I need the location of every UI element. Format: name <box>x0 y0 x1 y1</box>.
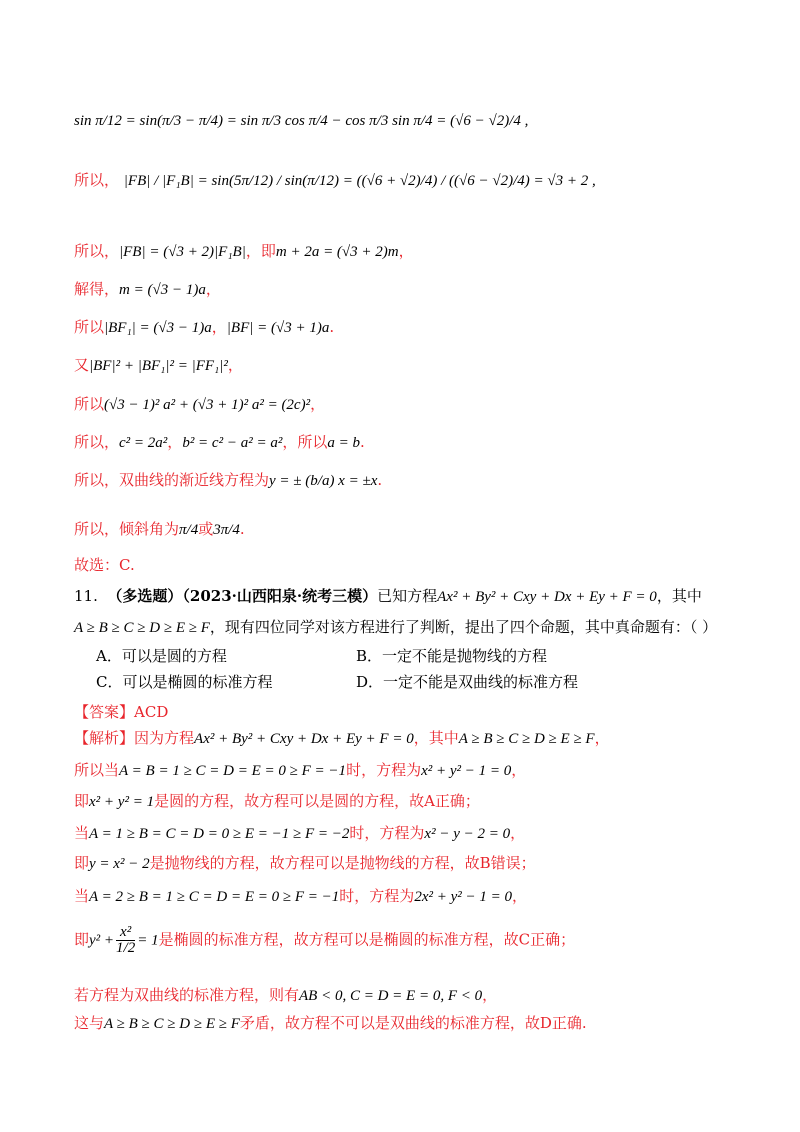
derivation-line-6: 又|BF|² + |BF₁|² = |FF₁|²， <box>74 356 243 374</box>
fraction: $\frac{\text{x²}}{1/2}$ <box>116 924 136 956</box>
analysis-line-2: 所以当A = B = 1 ≥ C = D = E = 0 ≥ F = −1时，方程为x² + y² − 1 = 0， <box>74 761 527 779</box>
analysis-line-5: 即y = x² − 2是抛物线的方程，故方程可以是抛物线的方程，故B错误； <box>74 854 536 872</box>
option-a: A．可以是圆的方程 <box>96 647 227 665</box>
analysis-label: 【解析】 <box>74 729 135 747</box>
analysis-line-9: 这与A ≥ B ≥ C ≥ D ≥ E ≥ F矛盾，故方程不可以是双曲线的标准方程，故D正确. <box>74 1014 587 1032</box>
derivation-line-7: 所以(√3 − 1)² a² + (√3 + 1)² a² = (2c)²， <box>74 395 326 413</box>
analysis-line-3: 即x² + y² = 1是圆的方程，故方程可以是圆的方程，故A正确； <box>74 792 480 810</box>
analysis-line-8: 若方程为双曲线的标准方程，则有AB < 0, C = D = E = 0, F < 0， <box>74 986 498 1004</box>
option-b: B．一定不能是抛物线的方程 <box>356 647 548 665</box>
question-source: （2023·山西阳泉·统考三模） <box>182 587 378 605</box>
answer-value: ACD <box>134 703 169 721</box>
analysis-line-1: 【解析】因为方程Ax² + By² + Cxy + Dx + Ey + F = 0，其中A ≥ B ≥ C ≥ D ≥ E ≥ F， <box>74 729 610 747</box>
derivation-line-4: 解得，m = (√3 − 1)a， <box>74 280 221 298</box>
question-tag: （多选题） <box>107 587 183 605</box>
option-d: D．一定不能是双曲线的标准方程 <box>356 673 579 691</box>
derivation-line-11: 故选：C. <box>74 556 135 574</box>
question-line-2: A ≥ B ≥ C ≥ D ≥ E ≥ F，现有四位同学对该方程进行了判断，提出了四个命题，其中真命题有：（ ） <box>74 618 718 636</box>
analysis-line-4: 当A = 1 ≥ B = C = D = 0 ≥ E = −1 ≥ F = −2时，方程为x² − y − 2 = 0， <box>74 824 526 842</box>
derivation-line-9: 所以，双曲线的渐近线方程为y = ± (b/a) x = ±x. <box>74 471 383 489</box>
answer-line <box>74 702 168 722</box>
derivation-line-sin: sin π/12 = sin(π/3 − π/4) = sin π/3 cos π/4 − cos π/3 sin π/4 = (√6 − √2)/4 , <box>74 113 529 129</box>
analysis-line-7: 即y² + $\frac{\text{x²}}{1/2}$ = 1是椭圆的标准方程，故方程可以是椭圆的标准方程，故C正确； <box>74 924 576 956</box>
derivation-line-5: 所以|BF₁| = (√3 − 1)a，|BF| = (√3 + 1)a. <box>74 318 335 336</box>
analysis-line-6: 当A = 2 ≥ B = 1 ≥ C = D = E = 0 ≥ F = −1时，方程为2x² + y² − 1 = 0， <box>74 887 528 905</box>
derivation-line-ratio: 所以， |FB| / |F₁B| = sin(5π/12) / sin(π/12) = ((√6 + √2)/4) / ((√6 − √2)/4) = √3 + 2 , <box>74 171 596 189</box>
derivation-line-8: 所以，c² = 2a²，b² = c² − a² = a²，所以a = b. <box>74 433 365 451</box>
option-c: C．可以是椭圆的标准方程 <box>96 673 273 691</box>
derivation-line-10: 所以，倾斜角为π/4或3π/4. <box>74 520 245 538</box>
question-line-1: 11. （多选题）（2023·山西阳泉·统考三模）已知方程Ax² + By² + Cxy + Dx + Ey + F = 0，其中 <box>74 587 702 605</box>
derivation-line-3: 所以，|FB| = (√3 + 2)|F₁B|，即m + 2a = (√3 + 2)m， <box>74 242 414 260</box>
answer-label: 【答案】 <box>74 703 135 721</box>
